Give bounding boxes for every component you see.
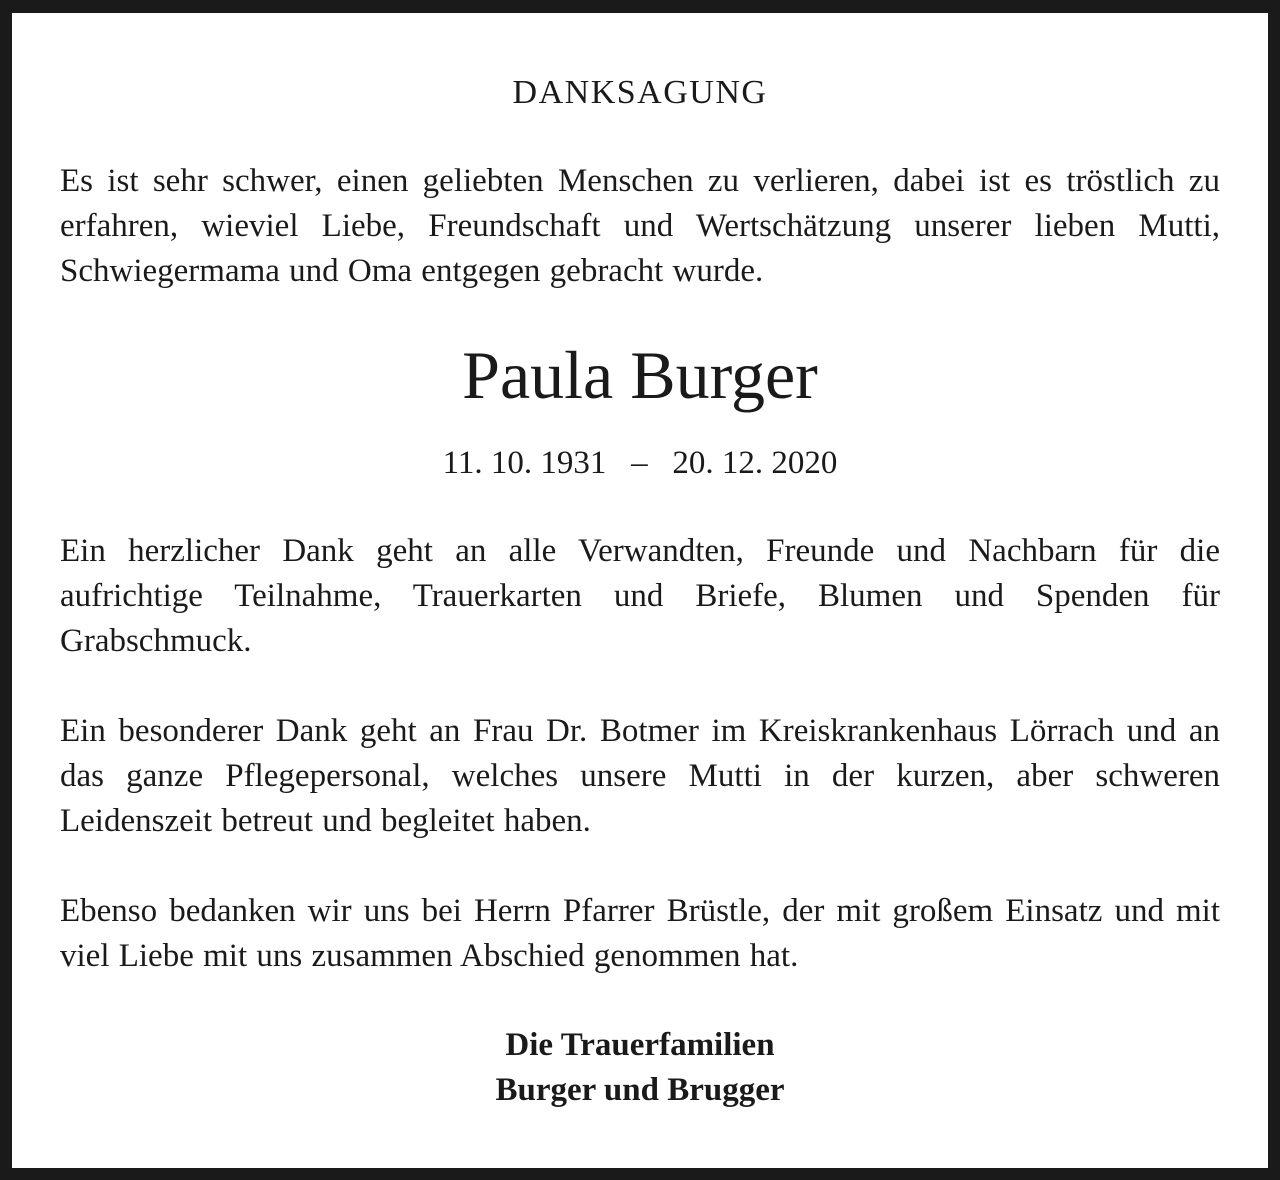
intro-paragraph: Es ist sehr schwer, einen geliebten Menschen zu verlieren, dabei ist es tröstlich zu erfahren, wieviel Liebe, Freundschaft und Wertschätzung unserer lieben Mutti, Schwiegermama und Oma entgegen gebracht wurde. — [60, 163, 1220, 289]
thanks-paragraph-hospital: Ein besonderer Dank geht an Frau Dr. Botmer im Kreiskrankenhaus Lörrach und an das ganze Pflegepersonal, welches unsere Mutti in der kurzen, aber schweren Leidenszeit betreut und begleitet haben. — [60, 713, 1220, 839]
life-dates: 11. 10. 1931 – 20. 12. 2020 — [442, 445, 838, 481]
signature-line-1: Die Trauerfamilien — [505, 1027, 775, 1063]
signature-line-2: Burger und Brugger — [495, 1072, 785, 1108]
notice-heading: DANKSAGUNG — [512, 74, 768, 111]
thanks-paragraph-relatives: Ein herzlicher Dank geht an alle Verwandten, Freunde und Nachbarn für die aufrichtige Teilnahme, Trauerkarten und Briefe, Blumen und Spenden für Grabschmuck. — [60, 533, 1220, 659]
thanks-paragraph-pastor: Ebenso bedanken wir uns bei Herrn Pfarrer Brüstle, der mit großem Einsatz und mit viel Liebe mit uns zusammen Abschied genommen hat. — [60, 893, 1220, 974]
signature-block — [60, 1023, 1220, 1113]
deceased-name: Paula Burger — [462, 337, 818, 413]
